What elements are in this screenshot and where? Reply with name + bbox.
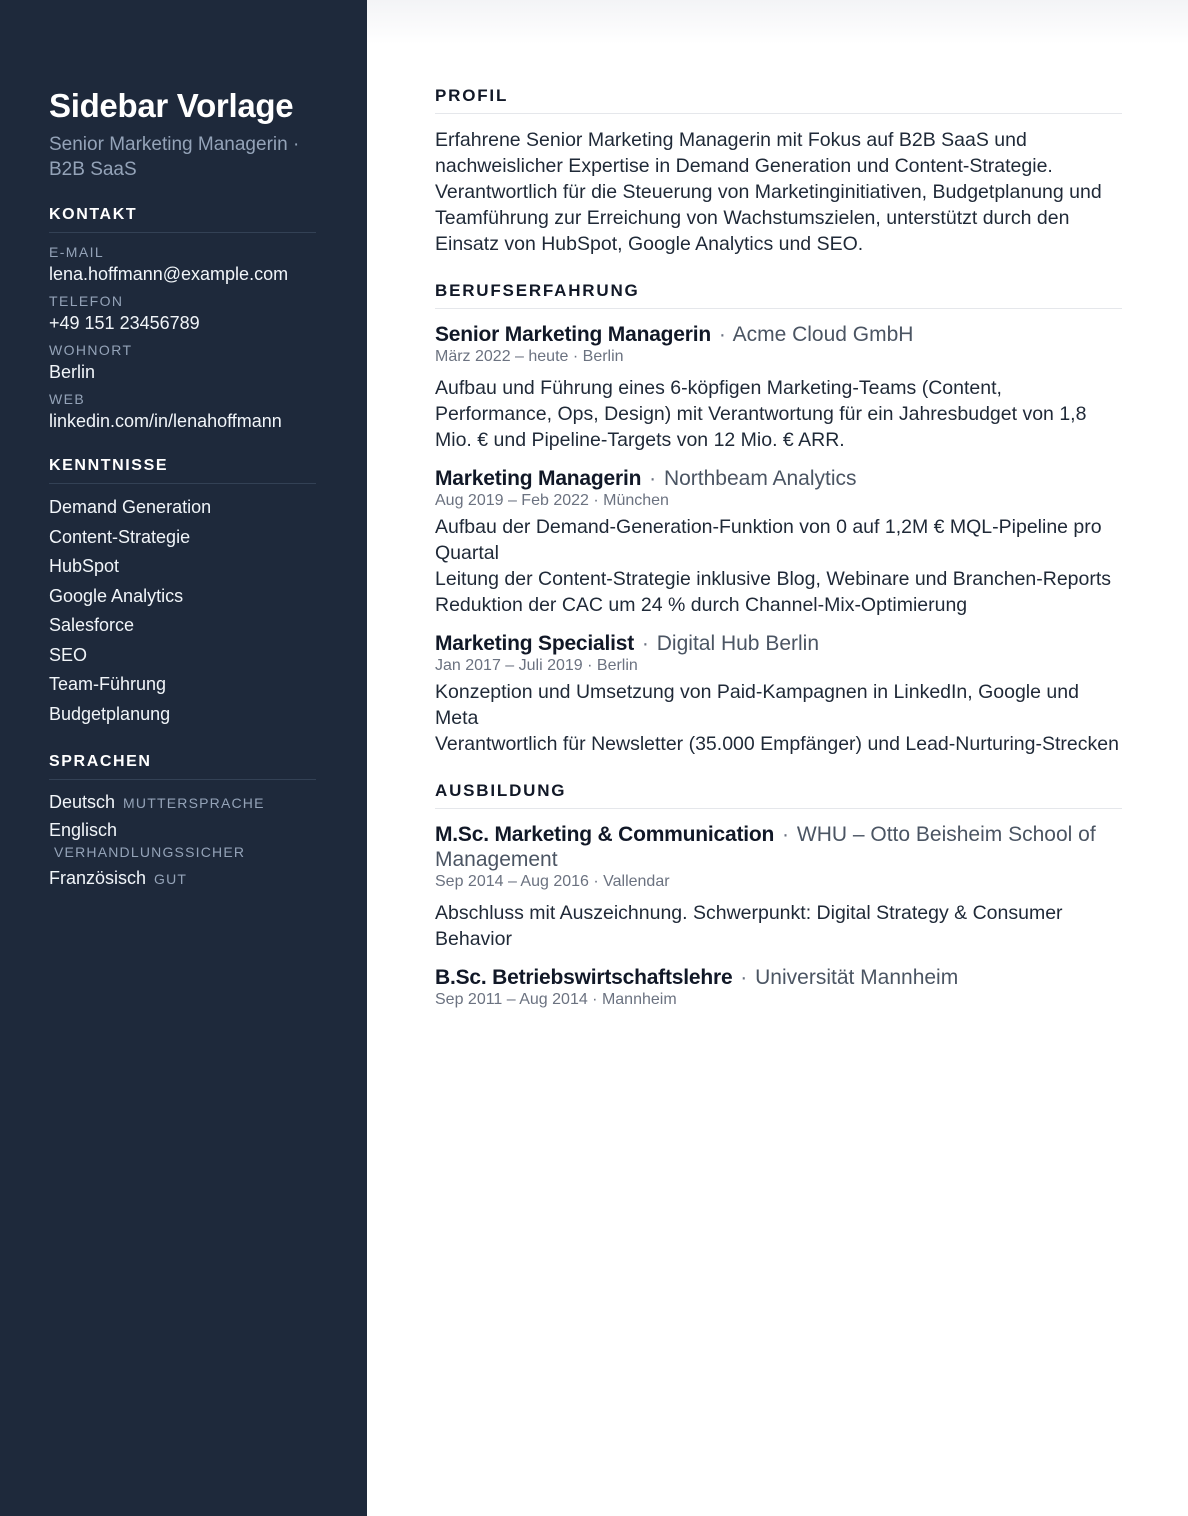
- skill-item: Budgetplanung: [49, 703, 171, 724]
- entry-meta: Sep 2014 – Aug 2016 · Vallendar: [435, 873, 670, 890]
- profile-heading: PROFIL: [435, 86, 1122, 114]
- job-title: Senior Marketing Managerin: [435, 323, 712, 346]
- resume-name: Sidebar Vorlage: [49, 87, 294, 124]
- education-section: [435, 781, 1122, 1010]
- experience-heading: BERUFSERFAHRUNG: [435, 281, 1122, 309]
- contact-list: [49, 243, 316, 433]
- company-name: Digital Hub Berlin: [656, 632, 820, 655]
- language-name: Deutsch: [49, 792, 116, 812]
- email-label: E-MAIL: [49, 244, 105, 260]
- main-content: [367, 0, 1188, 1516]
- experience-entry: [435, 631, 1122, 757]
- skill-item: Content-Strategie: [49, 526, 191, 547]
- language-item: [49, 817, 316, 860]
- phone-label: TELEFON: [49, 293, 124, 309]
- entry-meta: März 2022 – heute · Berlin: [435, 348, 624, 365]
- profile-section: [435, 86, 1122, 257]
- language-item: [49, 865, 316, 893]
- entry-header: [435, 466, 1122, 491]
- entry-bullets: [435, 679, 1122, 757]
- experience-entry: [435, 322, 1122, 453]
- bullet-item: Leitung der Content-Strategie inklusive Blog, Webinare und Branchen-Reports: [435, 568, 1112, 590]
- entry-bullets: [435, 514, 1122, 618]
- skill-list: [49, 493, 316, 729]
- skill-item: Team-Führung: [49, 674, 167, 694]
- bullet-item: Verantwortlich für Newsletter (35.000 Empfänger) und Lead-Nurturing-Strecken: [435, 733, 1119, 755]
- contact-heading: KONTAKT: [49, 206, 316, 233]
- skills-heading: KENNTNISSE: [49, 457, 316, 484]
- education-entry: [435, 965, 1122, 1010]
- company-name: Northbeam Analytics: [663, 467, 857, 490]
- job-title: Marketing Specialist: [435, 632, 635, 655]
- skill-item: Google Analytics: [49, 585, 184, 606]
- entry-header: [435, 322, 1122, 347]
- language-level: GUT: [154, 871, 188, 887]
- bullet-item: Konzeption und Umsetzung von Paid-Kampagnen in LinkedIn, Google und Meta: [435, 681, 1079, 729]
- language-name: Französisch: [49, 868, 147, 888]
- language-name: Englisch: [49, 820, 118, 840]
- entry-meta: Sep 2011 – Aug 2014 · Mannheim: [435, 991, 677, 1008]
- bullet-item: Aufbau der Demand-Generation-Funktion von 0 auf 1,2M € MQL-Pipeline pro Quartal: [435, 516, 1102, 564]
- separator: ·: [641, 632, 649, 655]
- entry-meta: Aug 2019 – Feb 2022 · München: [435, 492, 669, 509]
- languages-heading: SPRACHEN: [49, 753, 316, 780]
- degree-title: M.Sc. Marketing & Communication: [435, 823, 775, 846]
- entry-description: Aufbau und Führung eines 6-köpfigen Marketing-Teams (Content, Performance, Ops, Design) mit Verantwortung für ein Jahresbudget von 1,8 Mio. € und Pipeline-Targets von 12 Mio. € ARR.: [435, 377, 1087, 451]
- separator: ·: [649, 467, 657, 490]
- contact-section: [49, 206, 316, 433]
- location-label: WOHNORT: [49, 342, 133, 358]
- skills-section: [49, 457, 316, 729]
- experience-section: [435, 281, 1122, 757]
- skill-item: Salesforce: [49, 615, 135, 635]
- experience-entry: [435, 466, 1122, 618]
- entry-header: [435, 631, 1122, 656]
- language-level: MUTTERSPRACHE: [123, 795, 265, 811]
- education-entry: [435, 822, 1122, 952]
- degree-title: B.Sc. Betriebswirtschaftslehre: [435, 966, 733, 989]
- institution-name: WHU – Otto Beisheim School of Management: [435, 823, 1096, 871]
- separator: ·: [718, 323, 726, 346]
- job-title: Marketing Managerin: [435, 467, 642, 490]
- language-level: VERHANDLUNGSSICHER: [54, 844, 246, 860]
- web-link[interactable]: linkedin.com/in/lenahoffmann: [49, 411, 282, 431]
- company-name: Acme Cloud GmbH: [732, 323, 914, 346]
- entry-header: [435, 965, 1122, 990]
- entry-meta: Jan 2017 – Juli 2019 · Berlin: [435, 657, 638, 674]
- skill-item: SEO: [49, 644, 88, 665]
- language-list: [49, 789, 316, 893]
- phone-value[interactable]: +49 151 23456789: [49, 313, 200, 333]
- location-value: Berlin: [49, 362, 96, 382]
- separator: ·: [782, 823, 790, 846]
- skill-item: HubSpot: [49, 556, 120, 576]
- sidebar: [0, 0, 367, 1516]
- email-value[interactable]: lena.hoffmann@example.com: [49, 264, 289, 284]
- profile-text: Erfahrene Senior Marketing Managerin mit Fokus auf B2B SaaS und nachweislicher Expertise in Demand Generation und Content-Strategie. Verantwortlich für die Steuerung von Marketinginitiativen, Budgetplanung und Teamführung zur Erreichung von Wachstumszielen, unterstützt durch den Einsatz von HubSpot, Google Analytics und SEO.: [435, 129, 1102, 255]
- separator: ·: [740, 966, 748, 989]
- web-label: WEB: [49, 391, 86, 407]
- resume-headline: Senior Marketing Managerin · B2B SaaS: [49, 134, 300, 180]
- language-item: [49, 789, 316, 817]
- institution-name: Universität Mannheim: [755, 966, 959, 989]
- entry-header: [435, 822, 1122, 872]
- education-heading: AUSBILDUNG: [435, 781, 1122, 809]
- entry-description: Abschluss mit Auszeichnung. Schwerpunkt: Digital Strategy & Consumer Behavior: [435, 902, 1063, 950]
- bullet-item: Reduktion der CAC um 24 % durch Channel-Mix-Optimierung: [435, 594, 968, 616]
- skill-item: Demand Generation: [49, 497, 212, 517]
- languages-section: [49, 753, 316, 893]
